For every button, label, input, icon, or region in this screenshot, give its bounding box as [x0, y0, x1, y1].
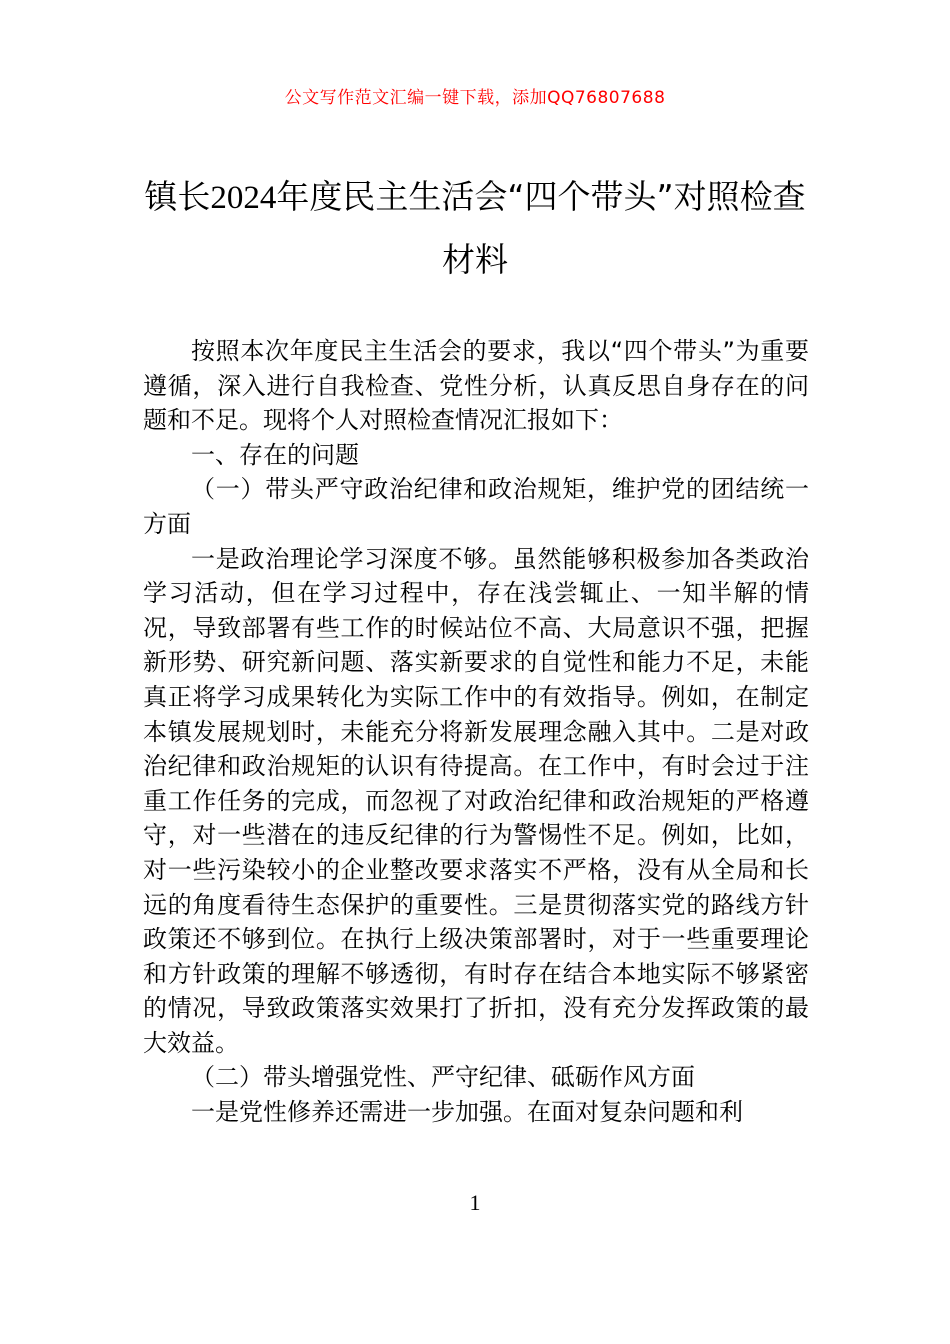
title-year: 2024: [210, 180, 277, 216]
title-part2: 年度民主生活会“四个带头”对照检查材料: [276, 177, 806, 279]
intro-paragraph: 按照本次年度民主生活会的要求，我以“四个带头”为重要遵循，深入进行自我检查、党性分析，认真反思自身存在的问题和不足。现将个人对照检查情况汇报如下：: [143, 337, 809, 435]
subsection-heading: （二）带头增强党性、严守纪律、砥砺作风方面: [191, 1063, 695, 1092]
title-part1: 镇长: [144, 177, 211, 216]
document-body: [143, 334, 809, 1130]
page-number: 1: [469, 1190, 481, 1215]
section-heading: 一、存在的问题: [191, 440, 359, 469]
body-paragraph: 一是党性修养还需进一步加强。在面对复杂问题和利: [191, 1098, 743, 1127]
subsection-heading: （一）带头严守政治纪律和政治规矩，维护党的团结统一方面: [143, 475, 809, 538]
body-paragraph: 一是政治理论学习深度不够。虽然能够积极参加各类政治学习活动，但在学习过程中，存在浅尝辄止、一知半解的情况，导致部署有些工作的时候站位不高、大局意识不强，把握新形势、研究新问题、落实新要求的自觉性和能力不足，未能真正将学习成果转化为实际工作中的有效指导。例如，在制定本镇发展规划时，未能充分将新发展理念融入其中。二是对政治纪律和政治规矩的认识有待提高。在工作中，有时会过于注重工作任务的完成，而忽视了对政治纪律和政治规矩的严格遵守，对一些潜在的违反纪律的行为警惕性不足。例如，比如，对一些污染较小的企业整改要求落实不严格，没有从全局和长远的角度看待生态保护的重要性。三是贯彻落实党的路线方针政策还不够到位。在执行上级决策部署时，对于一些重要理论和方针政策的理解不够透彻，有时存在结合本地实际不够紧密的情况，导致政策落实效果打了折扣，没有充分发挥政策的最大效益。: [143, 544, 809, 1057]
document-title: [130, 166, 820, 291]
download-promo-note: 公文写作范文汇编一键下载，添加QQ76807688: [284, 88, 666, 108]
